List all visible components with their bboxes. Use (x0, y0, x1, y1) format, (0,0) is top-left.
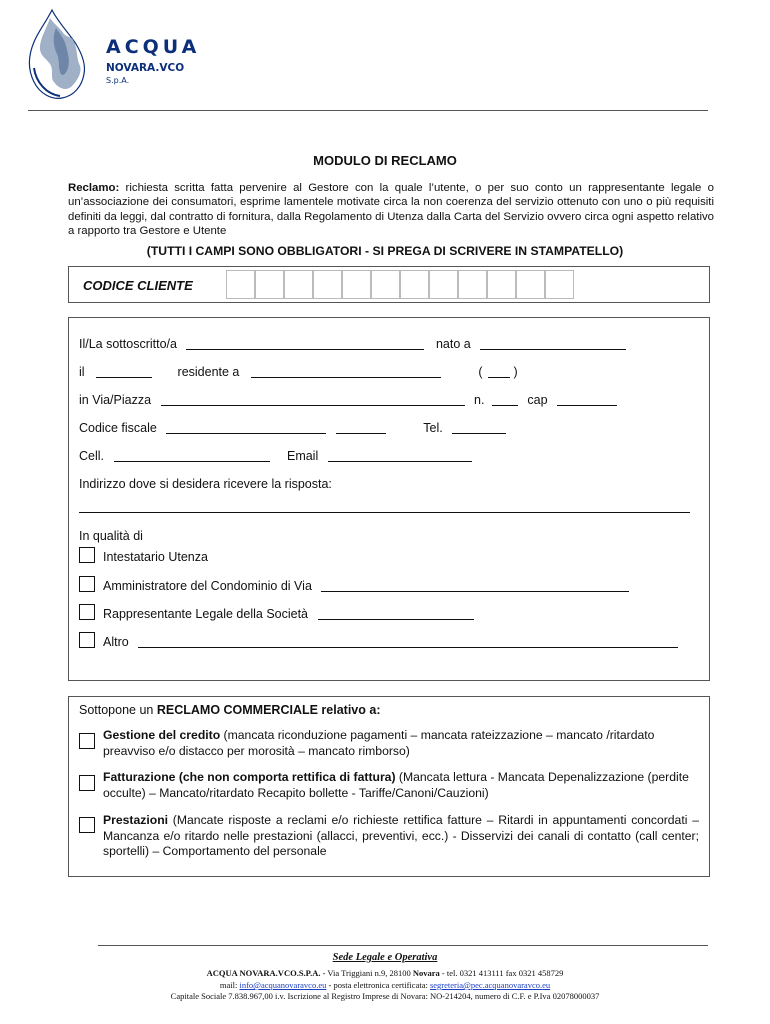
header-divider (28, 110, 708, 111)
form-intro (68, 181, 714, 238)
client-code-cell[interactable] (342, 270, 371, 299)
row-rappresentante (103, 607, 474, 621)
field-societa[interactable] (318, 608, 474, 620)
option-gestione-credito (103, 728, 699, 759)
client-code-cell[interactable] (284, 270, 313, 299)
row-birth (79, 365, 518, 379)
complaint-intro-pre: Sottopone un (79, 703, 157, 717)
client-code-cells (226, 270, 574, 299)
label-prov-close: ) (513, 365, 518, 379)
option-intestatario: Intestatario Utenza (103, 550, 208, 564)
field-cell[interactable] (114, 450, 270, 462)
water-drop-map-icon (20, 8, 100, 104)
intro-text: richiesta scritta fatta pervenire al Gestore con la quale l’utente, o per suo conto un rappresentante legale o un’associazione dei consumatori, esprime lamentele motivate circa la non coerenza del servizio ottenuto con uno o più requisiti definiti da leggi, dal contratto di fornitura, dalla Regolamento di Utenza dalla Carta del Servizio ovvero circa ogni aspetto relativo a rapporto tra Gestore e Utente (68, 182, 714, 237)
fatturazione-text: (Mancata lettura - Mancata Depenalizzazione (perdite occulte) – Mancato/ritardato Recapito bollette - Tariffe/Canoni/Cauzioni) (103, 770, 689, 800)
client-code-cell[interactable] (429, 270, 458, 299)
label-email: Email (286, 449, 319, 463)
label-cap: cap (527, 393, 548, 407)
option-prestazioni (103, 813, 699, 860)
label-numero: n. (474, 393, 485, 407)
client-code-cell[interactable] (313, 270, 342, 299)
option-altro: Altro (103, 635, 129, 649)
logo-spa: S.p.A. (106, 76, 130, 85)
footer-capitale: Capitale Sociale 7.838.967,00 i.v. Iscrizione al Registro Imprese di Novara: NO-214204, numero di C.F. e P.Iva 02078000037 (170, 991, 600, 1001)
field-cap[interactable] (557, 394, 617, 406)
client-code-cell[interactable] (226, 270, 255, 299)
logo-subname: NOVARA.VCO (106, 62, 185, 74)
footer-title: Sede Legale e Operativa (332, 952, 438, 963)
label-cell: Cell. (79, 449, 105, 463)
complaint-intro (79, 703, 381, 717)
footer-address-pre: - Via Triggiani n.9, 28100 (320, 968, 413, 978)
label-sottoscritto: Il/La sottoscritto/a (79, 337, 177, 351)
client-code-cell[interactable] (255, 270, 284, 299)
complaint-box (68, 696, 710, 877)
gestione-credito-text: (mancata riconduzione pagamenti – mancata rateizzazione – mancato /ritardato preavviso e/o distacco per morosità – mancato rimborso) (103, 728, 655, 758)
label-residente-a: residente a (177, 365, 240, 379)
footer-pec-link[interactable]: segreteria@pec.acquanovaravco.eu (429, 980, 551, 990)
field-data-nascita[interactable] (96, 366, 152, 378)
gestione-credito-title: Gestione del credito (103, 728, 221, 742)
footer-mail-link[interactable]: info@acquanovaravco.eu (239, 980, 327, 990)
row-name (79, 337, 626, 351)
field-residente-a[interactable] (251, 366, 441, 378)
field-provincia[interactable] (488, 366, 510, 378)
field-via[interactable] (161, 394, 465, 406)
checkbox-prestazioni[interactable] (79, 817, 95, 833)
field-nato-a[interactable] (480, 338, 626, 350)
row-altro (103, 635, 678, 649)
label-il: il (79, 365, 85, 379)
option-amministratore: Amministratore del Condominio di Via (103, 579, 312, 593)
fatturazione-title: Fatturazione (che non comporta rettifica di fattura) (103, 770, 396, 784)
complaint-intro-bold: RECLAMO COMMERCIALE relativo a: (156, 703, 381, 717)
checkbox-altro[interactable] (79, 632, 95, 648)
label-prov-open: ( (478, 365, 483, 379)
footer-address-post: - tel. 0321 413111 fax 0321 458729 (439, 968, 564, 978)
client-code-box (68, 266, 710, 303)
checkbox-fatturazione[interactable] (79, 775, 95, 791)
field-indirizzo[interactable] (79, 501, 690, 513)
field-amministratore-via[interactable] (321, 580, 629, 592)
label-via: in Via/Piazza (79, 393, 152, 407)
row-fiscal (79, 421, 506, 435)
footer-city: Novara (412, 968, 440, 978)
checkbox-amministratore[interactable] (79, 576, 95, 592)
footer-address (0, 968, 770, 978)
checkbox-intestatario[interactable] (79, 547, 95, 563)
field-numero[interactable] (492, 394, 518, 406)
option-fatturazione (103, 770, 699, 801)
client-code-cell[interactable] (371, 270, 400, 299)
intro-bold: Reclamo: (68, 182, 120, 194)
label-indirizzo: Indirizzo dove si desidera ricevere la risposta: (79, 477, 332, 491)
field-tel[interactable] (452, 422, 506, 434)
label-codice-fiscale: Codice fiscale (79, 421, 157, 435)
field-sottoscritto[interactable] (186, 338, 424, 350)
label-nato-a: nato a (435, 337, 471, 351)
checkbox-gestione-credito[interactable] (79, 733, 95, 749)
client-code-cell[interactable] (545, 270, 574, 299)
client-code-cell[interactable] (487, 270, 516, 299)
logo-name: ACQUA (106, 36, 201, 58)
footer-mail-label: mail: (219, 980, 240, 990)
client-code-label: CODICE CLIENTE (83, 278, 193, 293)
footer-contacts (0, 980, 770, 990)
label-qualita: In qualità di (79, 529, 143, 543)
client-code-cell[interactable] (458, 270, 487, 299)
field-email[interactable] (328, 450, 472, 462)
footer-pec-label: - posta elettronica certificata: (326, 980, 430, 990)
client-code-cell[interactable] (400, 270, 429, 299)
footer-divider (98, 945, 708, 946)
row-address (79, 393, 617, 407)
checkbox-rappresentante[interactable] (79, 604, 95, 620)
mandatory-notice: (TUTTI I CAMPI SONO OBBLIGATORI - SI PREGA DI SCRIVERE IN STAMPATELLO) (146, 244, 624, 258)
form-title: MODULO DI RECLAMO (313, 153, 457, 168)
client-code-cell[interactable] (516, 270, 545, 299)
prestazioni-title: Prestazioni (103, 813, 169, 827)
field-codice-fiscale-extra[interactable] (336, 422, 386, 434)
row-contact (79, 449, 472, 463)
personal-data-box (68, 317, 710, 681)
footer-company: ACQUA NOVARA.VCO.S.P.A. (206, 968, 321, 978)
row-amministratore (103, 579, 629, 593)
field-altro[interactable] (138, 636, 678, 648)
company-logo (20, 8, 200, 104)
label-tel: Tel. (423, 421, 443, 435)
field-codice-fiscale[interactable] (166, 422, 326, 434)
prestazioni-text: (Mancate risposte a reclami e/o richieste rettifica fatture – Ritardi in appuntamenti concordati – Mancanza e/o ritardo nelle prestazioni (allacci, preventivi, ecc.) - Disservizi dei canali di contatto (call center; sportelli) – Comportamento del personale (103, 813, 699, 858)
option-rappresentante: Rappresentante Legale della Società (103, 607, 309, 621)
